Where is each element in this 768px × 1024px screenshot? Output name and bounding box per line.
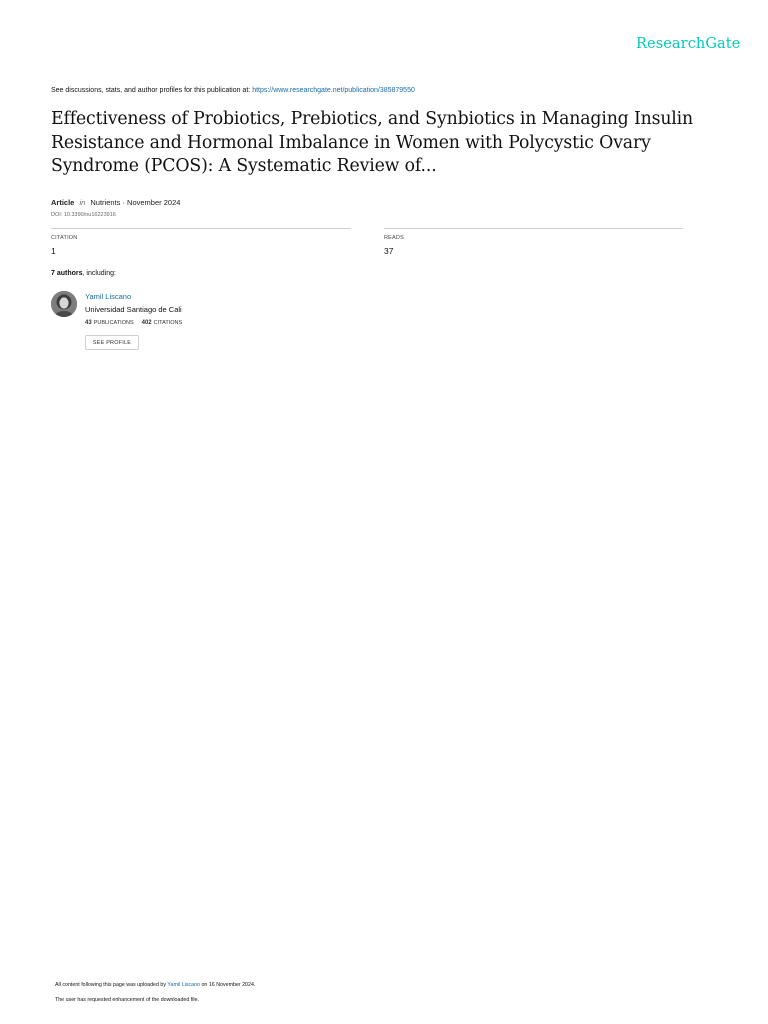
citation-value: 1 — [51, 246, 56, 256]
author-stats — [85, 320, 182, 326]
reads-label: READS — [384, 235, 404, 241]
upload-suffix: on 16 November 2024. — [201, 982, 256, 988]
publication-title: Effectiveness of Probiotics, Prebiotics, and Synbiotics in Managing Insulin Resistance and Hormonal Imbalance in Women with Polycystic Ovary Syndrome (PCOS): A Systematic Review of... — [51, 109, 694, 176]
enhancement-note: The user has requested enhancement of the downloaded file. — [55, 997, 199, 1003]
doi: DOI: 10.3390/nu16223916 — [51, 212, 116, 218]
author-institution: Universidad Santiago de Cali — [85, 305, 182, 314]
reads-value: 37 — [384, 246, 394, 256]
publications-label: PUBLICATIONS — [93, 320, 134, 326]
see-profile-button[interactable]: SEE PROFILE — [85, 335, 139, 350]
authors-count-bold: 7 authors — [51, 270, 83, 277]
citations-count: 402 — [141, 320, 152, 326]
upload-note — [55, 982, 255, 988]
upload-prefix: All content following this page was uploaded by — [55, 982, 167, 988]
publication-type: Article — [51, 198, 75, 207]
authors-count — [51, 270, 116, 277]
uploader-link[interactable]: Yamil Liscano — [167, 982, 200, 988]
publications-count: 43 — [85, 320, 92, 326]
publication-meta — [51, 198, 180, 207]
citation-divider — [51, 228, 351, 229]
author-name-link[interactable]: Yamil Liscano — [85, 292, 132, 301]
journal-date: Nutrients · November 2024 — [90, 198, 181, 207]
authors-count-rest: , including: — [82, 270, 116, 277]
citations-label: CITATIONS — [153, 320, 183, 326]
researchgate-logo[interactable]: ResearchGate — [636, 36, 741, 52]
discussion-line — [51, 87, 415, 94]
in-label: in — [79, 198, 86, 207]
reads-divider — [384, 228, 683, 229]
discussion-text: See discussions, stats, and author profiles for this publication at: — [51, 87, 251, 94]
author-avatar[interactable] — [51, 291, 77, 317]
citation-label: CITATION — [51, 235, 78, 241]
publication-link[interactable]: https://www.researchgate.net/publication/385879550 — [252, 87, 415, 94]
avatar-photo — [51, 291, 77, 317]
